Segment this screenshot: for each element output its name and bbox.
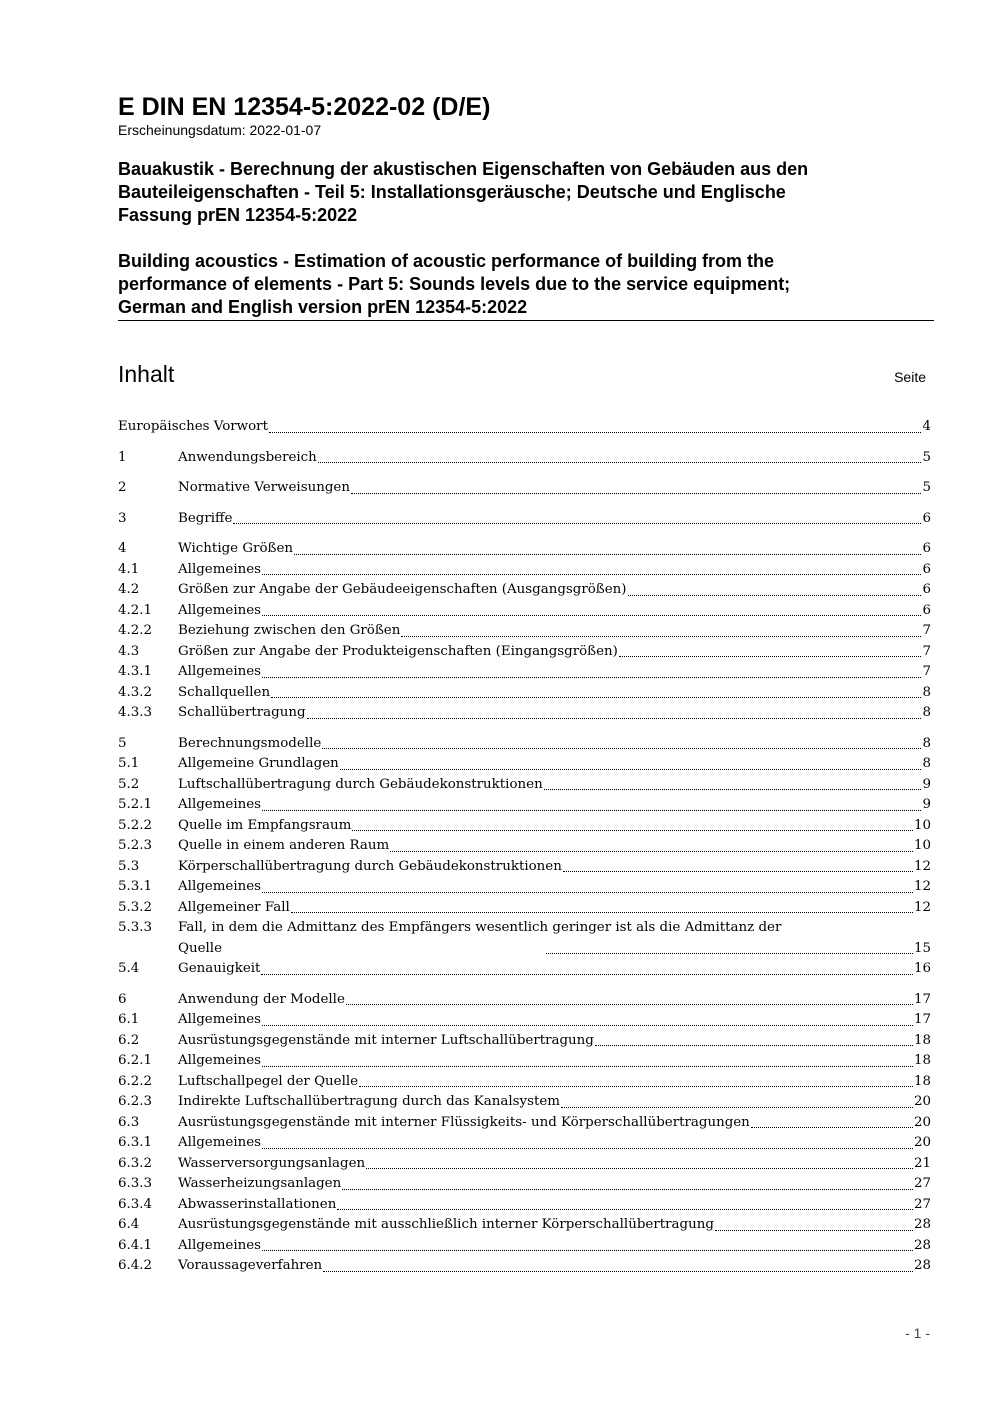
toc-entry-number: 6.2.2 bbox=[118, 1073, 153, 1089]
toc-entry-page: 8 bbox=[922, 684, 931, 700]
toc-leader-dots bbox=[318, 462, 922, 463]
toc-entry-number: 6.1 bbox=[118, 1012, 140, 1027]
toc-entry-page: 17 bbox=[913, 1012, 931, 1027]
toc-entry-title-continued: Quelle bbox=[178, 940, 223, 956]
toc-entry-number: 6.3.4 bbox=[118, 1196, 153, 1212]
toc-entry-title: Voraussageverfahren bbox=[178, 1258, 323, 1273]
toc-entry-title: Allgemeines bbox=[178, 602, 262, 618]
toc-leader-dots bbox=[337, 1209, 913, 1210]
toc-leader-dots bbox=[262, 1250, 913, 1251]
toc-leader-dots bbox=[262, 1025, 913, 1026]
toc-leader-dots bbox=[262, 677, 921, 678]
toc-entry-number: 6.4 bbox=[118, 1217, 140, 1232]
toc-entry-title: Genauigkeit bbox=[178, 961, 261, 976]
toc-leader-dots bbox=[340, 769, 922, 770]
toc-entry-title: Allgemeines bbox=[178, 1012, 262, 1027]
toc-entry[interactable] bbox=[118, 836, 931, 857]
toc-entry-page: 12 bbox=[913, 858, 931, 874]
toc-entry-page: 6 bbox=[922, 510, 931, 526]
toc-entry-number: 5.3.1 bbox=[118, 879, 153, 894]
toc-leader-dots bbox=[546, 953, 913, 954]
toc-entry-title: Normative Verweisungen bbox=[178, 480, 350, 495]
toc-entry-title: Größen zur Angabe der Produkteigenschaften (Eingangsgrößen) bbox=[178, 643, 618, 659]
title-german-line: Bauteileigenschaften - Teil 5: Installationsgeräusche; Deutsche und Englische bbox=[118, 182, 786, 202]
toc-entry-title: Allgemeine Grundlagen bbox=[178, 756, 339, 771]
toc-leader-dots bbox=[561, 1107, 913, 1108]
toc-entry-page: 6 bbox=[922, 561, 931, 577]
toc-entry-number: 4.3 bbox=[118, 643, 140, 659]
toc-entry-number: 4.3.1 bbox=[118, 664, 153, 679]
toc-entry-title: Fall, in dem die Admittanz des Empfängers wesentlich geringer ist als die Admittanz der bbox=[178, 920, 782, 935]
toc-entry-title: Allgemeines bbox=[178, 1237, 262, 1253]
toc-entry-title: Anwendungsbereich bbox=[178, 449, 317, 465]
toc-leader-dots bbox=[619, 656, 922, 657]
toc-entry-number: 4.2.1 bbox=[118, 602, 153, 618]
toc-leader-dots bbox=[751, 1127, 913, 1128]
toc-entry-number: 4.2 bbox=[118, 582, 140, 597]
toc-leader-dots bbox=[262, 810, 921, 811]
toc-entry-number: 5.4 bbox=[118, 961, 140, 976]
toc-entry-number: 6.3.3 bbox=[118, 1176, 153, 1191]
toc-entry-title: Allgemeines bbox=[178, 1053, 262, 1068]
toc-page-column-label: Seite bbox=[894, 369, 926, 385]
toc-entry-number: 5.2 bbox=[118, 776, 140, 792]
title-english bbox=[118, 250, 938, 319]
toc-entry-title: Begriffe bbox=[178, 510, 233, 526]
toc-entry[interactable] bbox=[118, 1010, 931, 1031]
toc-entry-number: 6 bbox=[118, 991, 127, 1007]
toc-entry-page: 28 bbox=[913, 1258, 931, 1273]
toc-entry[interactable] bbox=[118, 754, 931, 775]
toc-entry-number: 6.2.3 bbox=[118, 1094, 153, 1109]
toc-entry-number: 6.2 bbox=[118, 1032, 140, 1048]
toc-entry-page: 20 bbox=[913, 1094, 931, 1109]
toc-entry[interactable] bbox=[118, 1256, 931, 1277]
toc-entry[interactable] bbox=[118, 1133, 931, 1154]
toc-entry-page: 27 bbox=[913, 1176, 931, 1191]
toc-entry[interactable] bbox=[118, 662, 931, 683]
toc-entry-title: Beziehung zwischen den Größen bbox=[178, 623, 401, 638]
title-german-line: Fassung prEN 12354-5:2022 bbox=[118, 205, 358, 225]
toc-entry[interactable] bbox=[118, 683, 931, 704]
toc-entry-page: 18 bbox=[913, 1053, 931, 1068]
toc-entry[interactable] bbox=[118, 580, 931, 601]
toc-entry-number: 4 bbox=[118, 541, 127, 556]
toc-entry-page: 20 bbox=[913, 1114, 931, 1130]
toc-entry-page: 21 bbox=[913, 1155, 931, 1171]
toc-entry-page: 6 bbox=[922, 602, 931, 618]
toc-leader-dots bbox=[595, 1045, 913, 1046]
toc-entry-page: 10 bbox=[913, 838, 931, 853]
toc-entry[interactable] bbox=[118, 918, 931, 959]
toc-entry-title: Luftschallübertragung durch Gebäudekonstruktionen bbox=[178, 776, 543, 792]
toc-entry-title: Wasserheizungsanlagen bbox=[178, 1176, 342, 1191]
toc-entry-page: 9 bbox=[922, 776, 931, 792]
toc-entry-title: Europäisches Vorwort bbox=[118, 419, 268, 434]
page-number: - 1 - bbox=[905, 1325, 930, 1341]
toc-entry-title: Allgemeines bbox=[178, 797, 262, 812]
toc-entry-page: 5 bbox=[922, 480, 931, 495]
toc-entry-number: 4.2.2 bbox=[118, 623, 153, 638]
toc-leader-dots bbox=[262, 1148, 913, 1149]
toc-leader-dots bbox=[233, 523, 921, 524]
toc-entry[interactable] bbox=[118, 990, 931, 1011]
toc-entry-number: 6.3.2 bbox=[118, 1155, 153, 1171]
toc-leader-dots bbox=[563, 871, 913, 872]
toc-entry-number: 6.4.1 bbox=[118, 1237, 153, 1253]
toc-entry-page: 18 bbox=[913, 1073, 931, 1089]
toc-entry-page: 8 bbox=[922, 735, 931, 751]
toc-entry-page: 7 bbox=[922, 664, 931, 679]
toc-entry[interactable] bbox=[118, 601, 931, 622]
toc-entry[interactable] bbox=[118, 1174, 931, 1195]
toc-entry[interactable] bbox=[118, 795, 931, 816]
toc-entry-page: 15 bbox=[913, 940, 932, 956]
toc-leader-dots bbox=[262, 574, 921, 575]
toc-leader-dots bbox=[342, 1189, 913, 1190]
toc-entry-title: Quelle in einem anderen Raum bbox=[178, 838, 390, 853]
toc-entry-page: 28 bbox=[913, 1237, 931, 1253]
toc-entry-title: Ausrüstungsgegenstände mit interner Flüssigkeits- und Körperschallübertragungen bbox=[178, 1114, 750, 1130]
toc-leader-dots bbox=[322, 748, 921, 749]
toc-entry[interactable] bbox=[118, 857, 931, 878]
toc-entry-number: 4.3.3 bbox=[118, 705, 153, 720]
toc-entry[interactable] bbox=[118, 1154, 931, 1175]
toc-entry-title: Luftschallpegel der Quelle bbox=[178, 1073, 359, 1089]
toc-heading: Inhalt bbox=[118, 361, 175, 387]
toc-leader-dots bbox=[307, 718, 922, 719]
toc-leader-dots bbox=[269, 432, 922, 433]
toc-entry-number: 5.3.2 bbox=[118, 899, 153, 915]
toc-entry-number: 5.2.1 bbox=[118, 797, 153, 812]
toc-entry-number: 6.2.1 bbox=[118, 1053, 153, 1068]
toc-entry-title: Abwasserinstallationen bbox=[178, 1196, 337, 1212]
toc-entry-number: 5.2.2 bbox=[118, 817, 153, 833]
toc-entry-title: Allgemeines bbox=[178, 1135, 262, 1150]
toc-leader-dots bbox=[351, 493, 922, 494]
toc-entry-number: 1 bbox=[118, 449, 127, 465]
toc-entry-page: 6 bbox=[922, 541, 931, 556]
toc-entry-number: 5.2.3 bbox=[118, 838, 153, 853]
toc-entry-title: Allgemeiner Fall bbox=[178, 899, 290, 915]
toc-entry[interactable] bbox=[118, 959, 931, 980]
toc-entry[interactable] bbox=[118, 1092, 931, 1113]
toc-leader-dots bbox=[323, 1271, 913, 1272]
toc-entry-title: Allgemeines bbox=[178, 879, 262, 894]
toc-entry-title: Ausrüstungsgegenstände mit interner Luftschallübertragung bbox=[178, 1032, 594, 1048]
toc-entry-page: 20 bbox=[913, 1135, 931, 1150]
toc-entry-page: 9 bbox=[922, 797, 931, 812]
toc-entry-number: 5 bbox=[118, 735, 127, 751]
toc-entry[interactable] bbox=[118, 642, 931, 663]
title-english-line: German and English version prEN 12354-5:2022 bbox=[118, 297, 528, 317]
toc-entry[interactable] bbox=[118, 775, 931, 796]
toc-entry[interactable] bbox=[118, 509, 931, 530]
toc-entry-title: Anwendung der Modelle bbox=[178, 991, 345, 1007]
toc-leader-dots bbox=[401, 636, 921, 637]
toc-entry-page: 8 bbox=[922, 705, 931, 720]
toc-entry[interactable] bbox=[118, 478, 931, 499]
toc-entry[interactable] bbox=[118, 734, 931, 755]
title-german bbox=[118, 158, 938, 227]
toc-leader-dots bbox=[262, 1066, 913, 1067]
toc-entry-page: 6 bbox=[922, 582, 931, 597]
title-english-line: performance of elements - Part 5: Sounds levels due to the service equipment; bbox=[118, 274, 791, 294]
toc-entry[interactable] bbox=[118, 448, 931, 469]
toc-leader-dots bbox=[359, 1086, 913, 1087]
title-german-line: Bauakustik - Berechnung der akustischen Eigenschaften von Gebäuden aus den bbox=[118, 159, 809, 179]
toc-entry-page: 12 bbox=[913, 899, 931, 915]
toc-entry-page: 18 bbox=[913, 1032, 931, 1048]
toc-leader-dots bbox=[628, 595, 922, 596]
toc-entry[interactable] bbox=[118, 898, 931, 919]
table-of-contents bbox=[118, 417, 931, 1277]
toc-entry-title: Schallquellen bbox=[178, 684, 271, 700]
toc-entry-title: Wichtige Größen bbox=[178, 541, 294, 556]
toc-entry-title: Größen zur Angabe der Gebäudeeigenschaften (Ausgangsgrößen) bbox=[178, 582, 627, 597]
toc-entry[interactable] bbox=[118, 560, 931, 581]
toc-entry[interactable] bbox=[118, 621, 931, 642]
toc-entry-number: 4.1 bbox=[118, 561, 140, 577]
toc-entry-page: 10 bbox=[913, 817, 931, 833]
toc-entry-number: 6.4.2 bbox=[118, 1258, 153, 1273]
publication-date: Erscheinungsdatum: 2022-01-07 bbox=[118, 122, 322, 138]
toc-entry[interactable] bbox=[118, 1113, 931, 1134]
toc-entry[interactable] bbox=[118, 539, 931, 560]
toc-leader-dots bbox=[366, 1168, 913, 1169]
toc-entry[interactable] bbox=[118, 1072, 931, 1093]
toc-leader-dots bbox=[261, 974, 913, 975]
toc-entry-number: 5.3.3 bbox=[118, 920, 153, 935]
toc-entry-page: 28 bbox=[913, 1217, 931, 1232]
toc-leader-dots bbox=[271, 697, 921, 698]
toc-entry-title: Indirekte Luftschallübertragung durch das Kanalsystem bbox=[178, 1094, 560, 1109]
toc-leader-dots bbox=[262, 892, 913, 893]
toc-leader-dots bbox=[390, 851, 913, 852]
toc-entry-page: 7 bbox=[922, 623, 931, 638]
document-id: E DIN EN 12354-5:2022-02 (D/E) bbox=[118, 93, 491, 121]
toc-entry-number: 3 bbox=[118, 510, 127, 526]
toc-entry-title: Körperschallübertragung durch Gebäudekonstruktionen bbox=[178, 858, 562, 874]
toc-entry-title: Wasserversorgungsanlagen bbox=[178, 1155, 366, 1171]
toc-leader-dots bbox=[294, 554, 921, 555]
toc-entry-number: 4.3.2 bbox=[118, 684, 153, 700]
toc-entry[interactable] bbox=[118, 1215, 931, 1236]
toc-entry-page: 16 bbox=[913, 961, 931, 976]
toc-leader-dots bbox=[352, 830, 913, 831]
toc-entry[interactable] bbox=[118, 1031, 931, 1052]
toc-entry[interactable] bbox=[118, 1051, 931, 1072]
toc-entry-page: 27 bbox=[913, 1196, 931, 1212]
toc-entry-title: Berechnungsmodelle bbox=[178, 735, 322, 751]
toc-entry-title: Schallübertragung bbox=[178, 705, 306, 720]
toc-entry-page: 4 bbox=[922, 419, 931, 434]
toc-entry[interactable] bbox=[118, 703, 931, 724]
toc-entry-page: 17 bbox=[913, 991, 931, 1007]
toc-entry[interactable] bbox=[118, 1236, 931, 1257]
toc-leader-dots bbox=[291, 912, 913, 913]
toc-leader-dots bbox=[715, 1230, 913, 1231]
toc-entry-number: 6.3 bbox=[118, 1114, 140, 1130]
toc-entry-page: 12 bbox=[913, 879, 931, 894]
toc-entry-number: 5.3 bbox=[118, 858, 140, 874]
toc-entry-title: Allgemeines bbox=[178, 561, 262, 577]
title-divider bbox=[118, 320, 934, 321]
title-english-line: Building acoustics - Estimation of acoustic performance of building from the bbox=[118, 251, 775, 271]
toc-leader-dots bbox=[544, 789, 922, 790]
toc-entry[interactable] bbox=[118, 816, 931, 837]
toc-entry[interactable] bbox=[118, 877, 931, 898]
toc-entry-title: Allgemeines bbox=[178, 664, 262, 679]
toc-entry-title: Quelle im Empfangsraum bbox=[178, 817, 352, 833]
toc-entry-foreword[interactable] bbox=[118, 417, 931, 438]
toc-leader-dots bbox=[262, 615, 921, 616]
toc-entry-number: 6.3.1 bbox=[118, 1135, 153, 1150]
toc-entry[interactable] bbox=[118, 1195, 931, 1216]
toc-entry-number: 5.1 bbox=[118, 756, 140, 771]
toc-entry-title: Ausrüstungsgegenstände mit ausschließlich interner Körperschallübertragung bbox=[178, 1217, 714, 1232]
toc-entry-page: 7 bbox=[922, 643, 931, 659]
toc-entry-page: 5 bbox=[922, 449, 931, 465]
toc-entry-page: 8 bbox=[922, 756, 931, 771]
toc-entry-number: 2 bbox=[118, 480, 127, 495]
toc-leader-dots bbox=[346, 1004, 913, 1005]
